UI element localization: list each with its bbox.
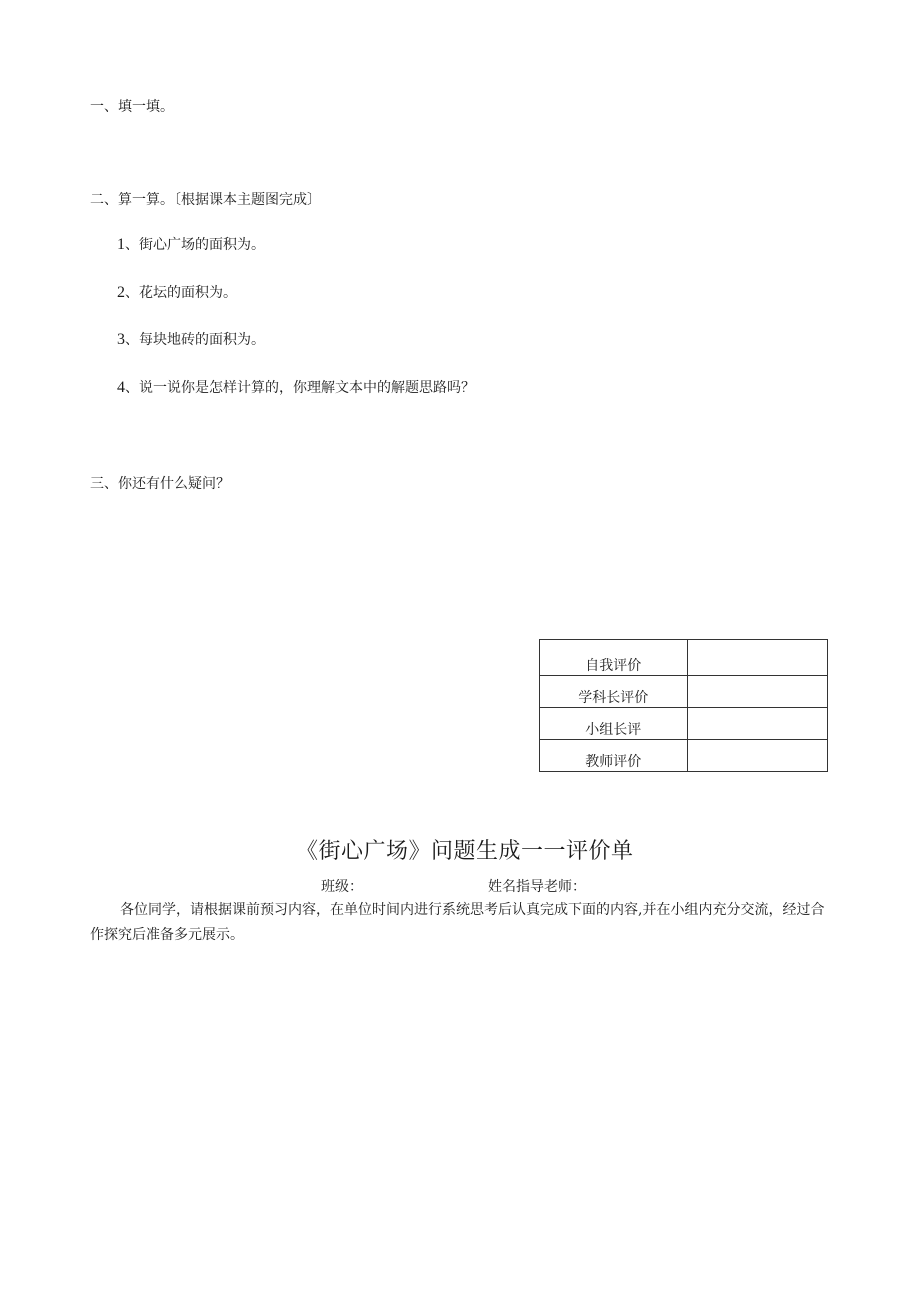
evaluation-value-cell[interactable] (687, 740, 828, 772)
question-text: 、每块地砖的面积为。 (125, 332, 265, 348)
question-item (117, 329, 265, 349)
evaluation-value-cell[interactable] (687, 708, 828, 740)
question-number: 1 (117, 236, 125, 253)
evaluation-row (540, 740, 828, 772)
class-label: 班级： (321, 879, 363, 895)
intro-paragraph: 各位同学，请根据课前预习内容，在单位时间内进行系统思考后认真完成下面的内容,并在小组内充分交流，经过合作探究后准备多元展示。 (90, 902, 825, 943)
question-number: 2 (117, 284, 125, 301)
question-item (117, 282, 237, 302)
evaluation-row (540, 676, 828, 708)
question-number: 3 (117, 331, 125, 348)
question-text: 、花坛的面积为。 (125, 285, 237, 301)
evaluation-label: 学科长评价 (540, 676, 688, 708)
section-2-heading: 二、算一算。〔根据课本主题图完成〕 (90, 192, 321, 208)
section-3-heading: 三、你还有什么疑问？ (90, 476, 230, 492)
question-item (117, 234, 265, 254)
name-teacher-label: 姓名指导老师： (488, 879, 586, 895)
question-item (117, 377, 475, 397)
evaluation-row (540, 640, 828, 676)
evaluation-value-cell[interactable] (687, 676, 828, 708)
evaluation-label: 小组长评 (540, 708, 688, 740)
question-text: 、街心广场的面积为。 (125, 237, 265, 253)
evaluation-label: 自我评价 (540, 640, 688, 676)
evaluation-table (539, 639, 828, 772)
question-text: 、说一说你是怎样计算的，你理解文本中的解题思路吗？ (125, 380, 475, 396)
form-title: 《街心广场》问题生成一一评价单 (296, 839, 634, 864)
question-number: 4 (117, 379, 125, 396)
evaluation-row (540, 708, 828, 740)
section-1-heading: 一、填一填。 (90, 99, 174, 115)
evaluation-value-cell[interactable] (687, 640, 828, 676)
evaluation-label: 教师评价 (540, 740, 688, 772)
